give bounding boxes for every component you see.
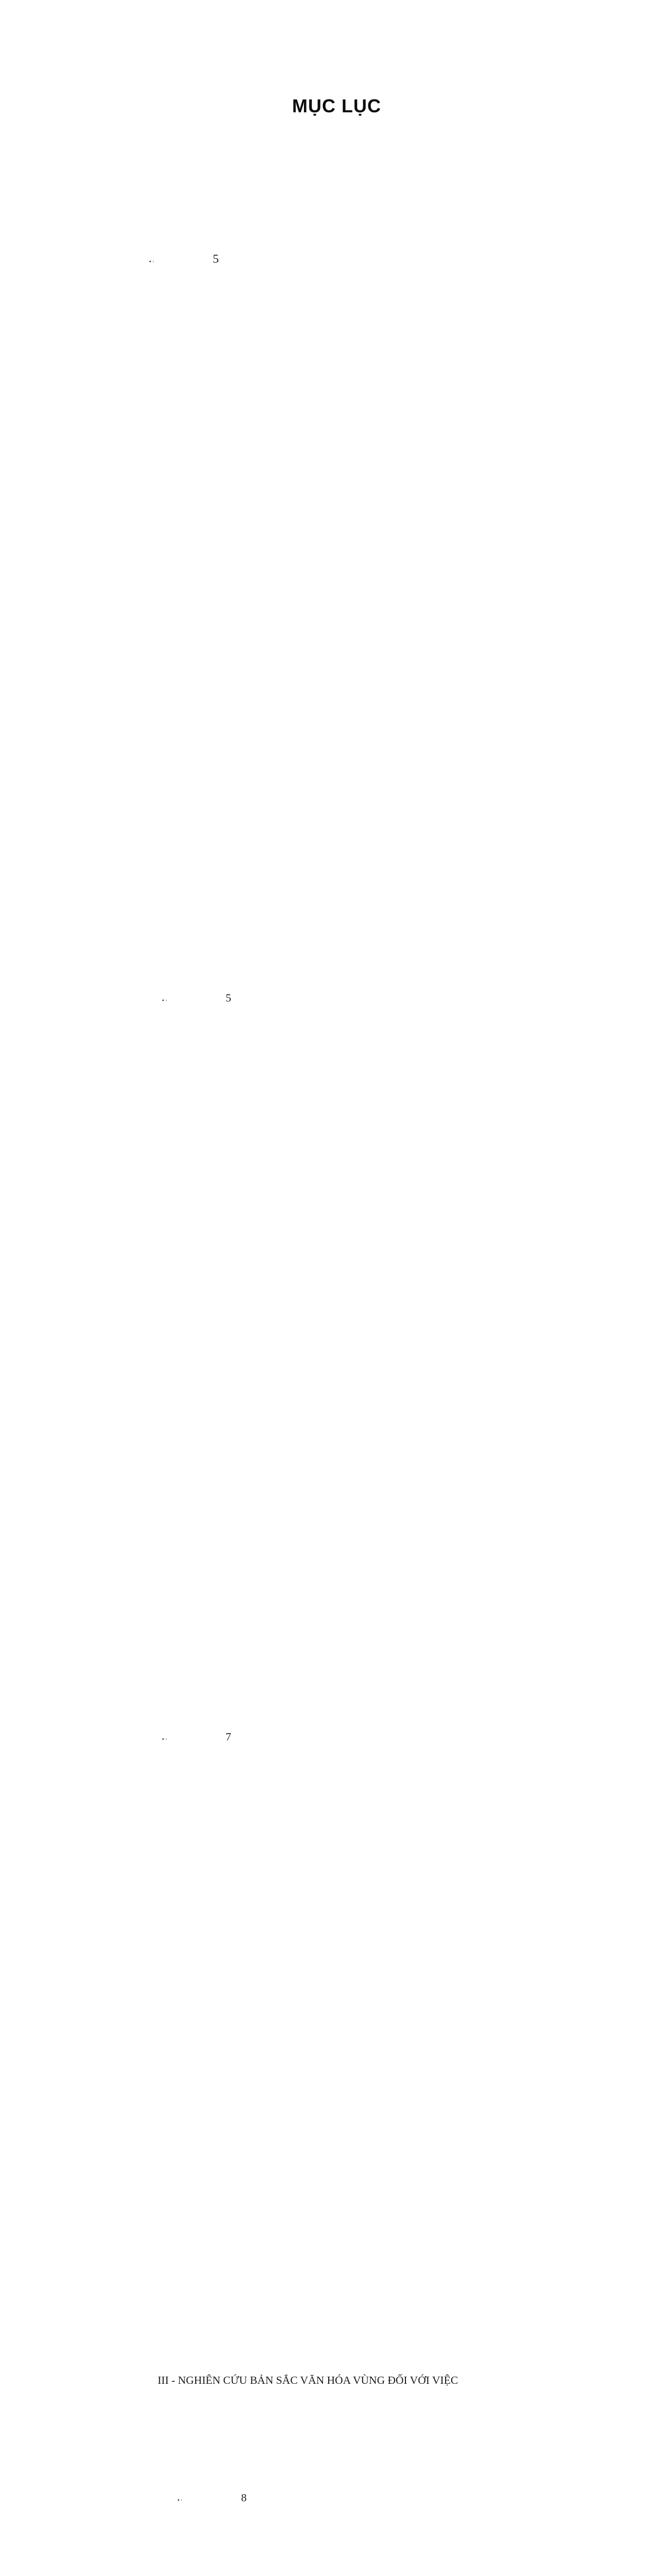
toc-entry bbox=[145, 2369, 529, 2392]
toc-entry-page: 5 bbox=[169, 896, 656, 1626]
toc-entry-label: III - NGHIÊN CỨU BẢN SẮC VĂN HÓA VÙNG ĐỐI VỚI VIỆC bbox=[158, 2374, 458, 2386]
dot-leader bbox=[161, 1738, 166, 1740]
toc-entry-page: 8 bbox=[184, 2396, 663, 2576]
toc-entry bbox=[145, 892, 529, 1631]
toc-entry bbox=[145, 2392, 529, 2576]
book-page bbox=[88, 0, 575, 2504]
page-title: MỤC LỤC bbox=[292, 95, 381, 116]
table-of-contents bbox=[145, 153, 529, 2576]
toc-entry-page: 5 bbox=[156, 157, 643, 888]
dot-leader bbox=[177, 2499, 182, 2501]
toc-entry-page: 7 bbox=[169, 1635, 656, 2365]
dot-leader bbox=[148, 260, 154, 263]
dot-leader bbox=[161, 999, 166, 1002]
toc-entry bbox=[145, 1631, 529, 2369]
toc-entry bbox=[145, 153, 529, 892]
